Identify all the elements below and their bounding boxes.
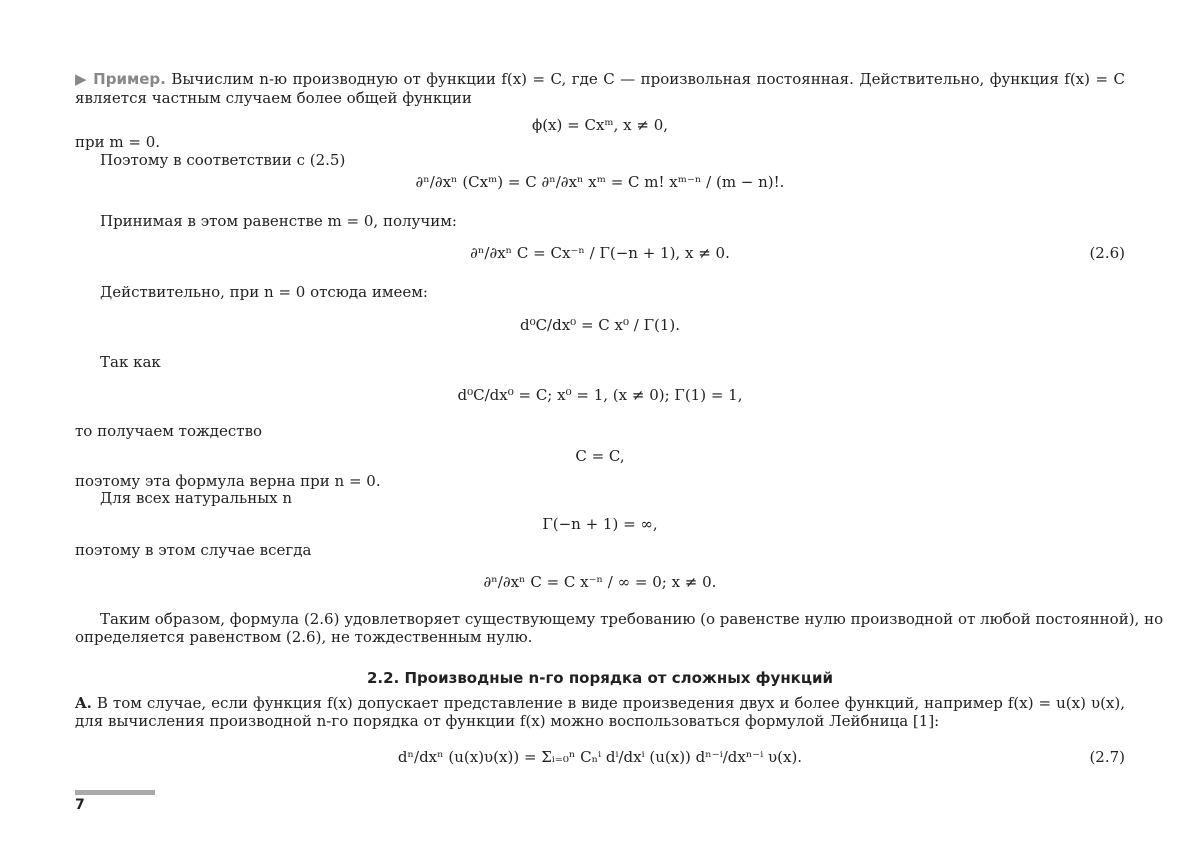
text-always: поэтому в этом случае всегда — [75, 541, 312, 559]
page-number: 7 — [75, 797, 85, 813]
example-line-1 — [75, 70, 1125, 88]
equation-c-equals-c: C = C, — [575, 447, 625, 465]
text-identity: то получаем тождество — [75, 422, 263, 440]
example-lead: ▶ Пример. — [75, 70, 166, 88]
text-natural: Для всех натуральных n — [100, 489, 293, 507]
example-text-1: Вычислим n-ю производную от функции f(x) = C, где C — произвольная постоянная. Действительно, функция f(x) = C — [171, 70, 1125, 88]
paragraph-a-line-1 — [75, 694, 1125, 712]
text-indeed: Действительно, при n = 0 отсюда имеем: — [100, 283, 428, 301]
section-title: 2.2. Производные n-го порядка от сложных функций — [367, 669, 833, 687]
equation-2-7: dⁿ/dxⁿ (u(x)υ(x)) = Σᵢ₌₀ⁿ Cₙⁱ dⁱ/dxⁱ (u(x)) dⁿ⁻ⁱ/dxⁿ⁻ⁱ υ(x). — [397, 748, 803, 766]
text-therefore: Поэтому в соответствии с (2.5) — [100, 151, 346, 169]
paragraph-a-line-2: для вычисления производной n-го порядка от функции f(x) можно воспользоваться формулой Лейбница [1]: — [75, 712, 940, 730]
equation-2-6: ∂ⁿ/∂xⁿ C = Cx⁻ⁿ / Γ(−n + 1), x ≠ 0. — [470, 244, 730, 262]
example-line-2: является частным случаем более общей функции — [75, 89, 472, 107]
conclusion-line-1: Таким образом, формула (2.6) удовлетворяет существующему требованию (о равенстве нулю производной от любой постоянной), но — [100, 610, 1164, 628]
equation-power-derivative: ∂ⁿ/∂xⁿ (Cxᵐ) = C ∂ⁿ/∂xⁿ xᵐ = C m! xᵐ⁻ⁿ / (m − n)!. — [415, 173, 785, 191]
equation-d0: d⁰C/dx⁰ = C x⁰ / Γ(1). — [519, 316, 681, 334]
equation-label-2-6: (2.6) — [1089, 244, 1125, 262]
text-since: Так как — [100, 353, 161, 371]
conclusion-line-2: определяется равенством (2.6), не тождественным нулю. — [75, 628, 533, 646]
equation-zero: ∂ⁿ/∂xⁿ C = C x⁻ⁿ / ∞ = 0; x ≠ 0. — [483, 573, 717, 591]
equation-gamma-infinity: Γ(−n + 1) = ∞, — [542, 515, 658, 533]
text-valid: поэтому эта формула верна при n = 0. — [75, 472, 381, 490]
paragraph-a-text-1: В том случае, если функция f(x) допускает представление в виде произведения двух и более функций, например f(x) = u(x) υ(x), — [96, 694, 1125, 712]
equation-conditions: d⁰C/dx⁰ = C; x⁰ = 1, (x ≠ 0); Γ(1) = 1, — [457, 386, 743, 404]
page-body — [75, 0, 1164, 849]
text-m-zero: при m = 0. — [75, 133, 161, 151]
equation-phi: ϕ(x) = Cxᵐ, x ≠ 0, — [531, 116, 669, 134]
text-taking-m-zero: Принимая в этом равенстве m = 0, получим: — [100, 212, 457, 230]
equation-label-2-7: (2.7) — [1089, 748, 1125, 766]
paragraph-a-lead: A. — [75, 694, 92, 712]
footer-rule — [75, 790, 155, 795]
